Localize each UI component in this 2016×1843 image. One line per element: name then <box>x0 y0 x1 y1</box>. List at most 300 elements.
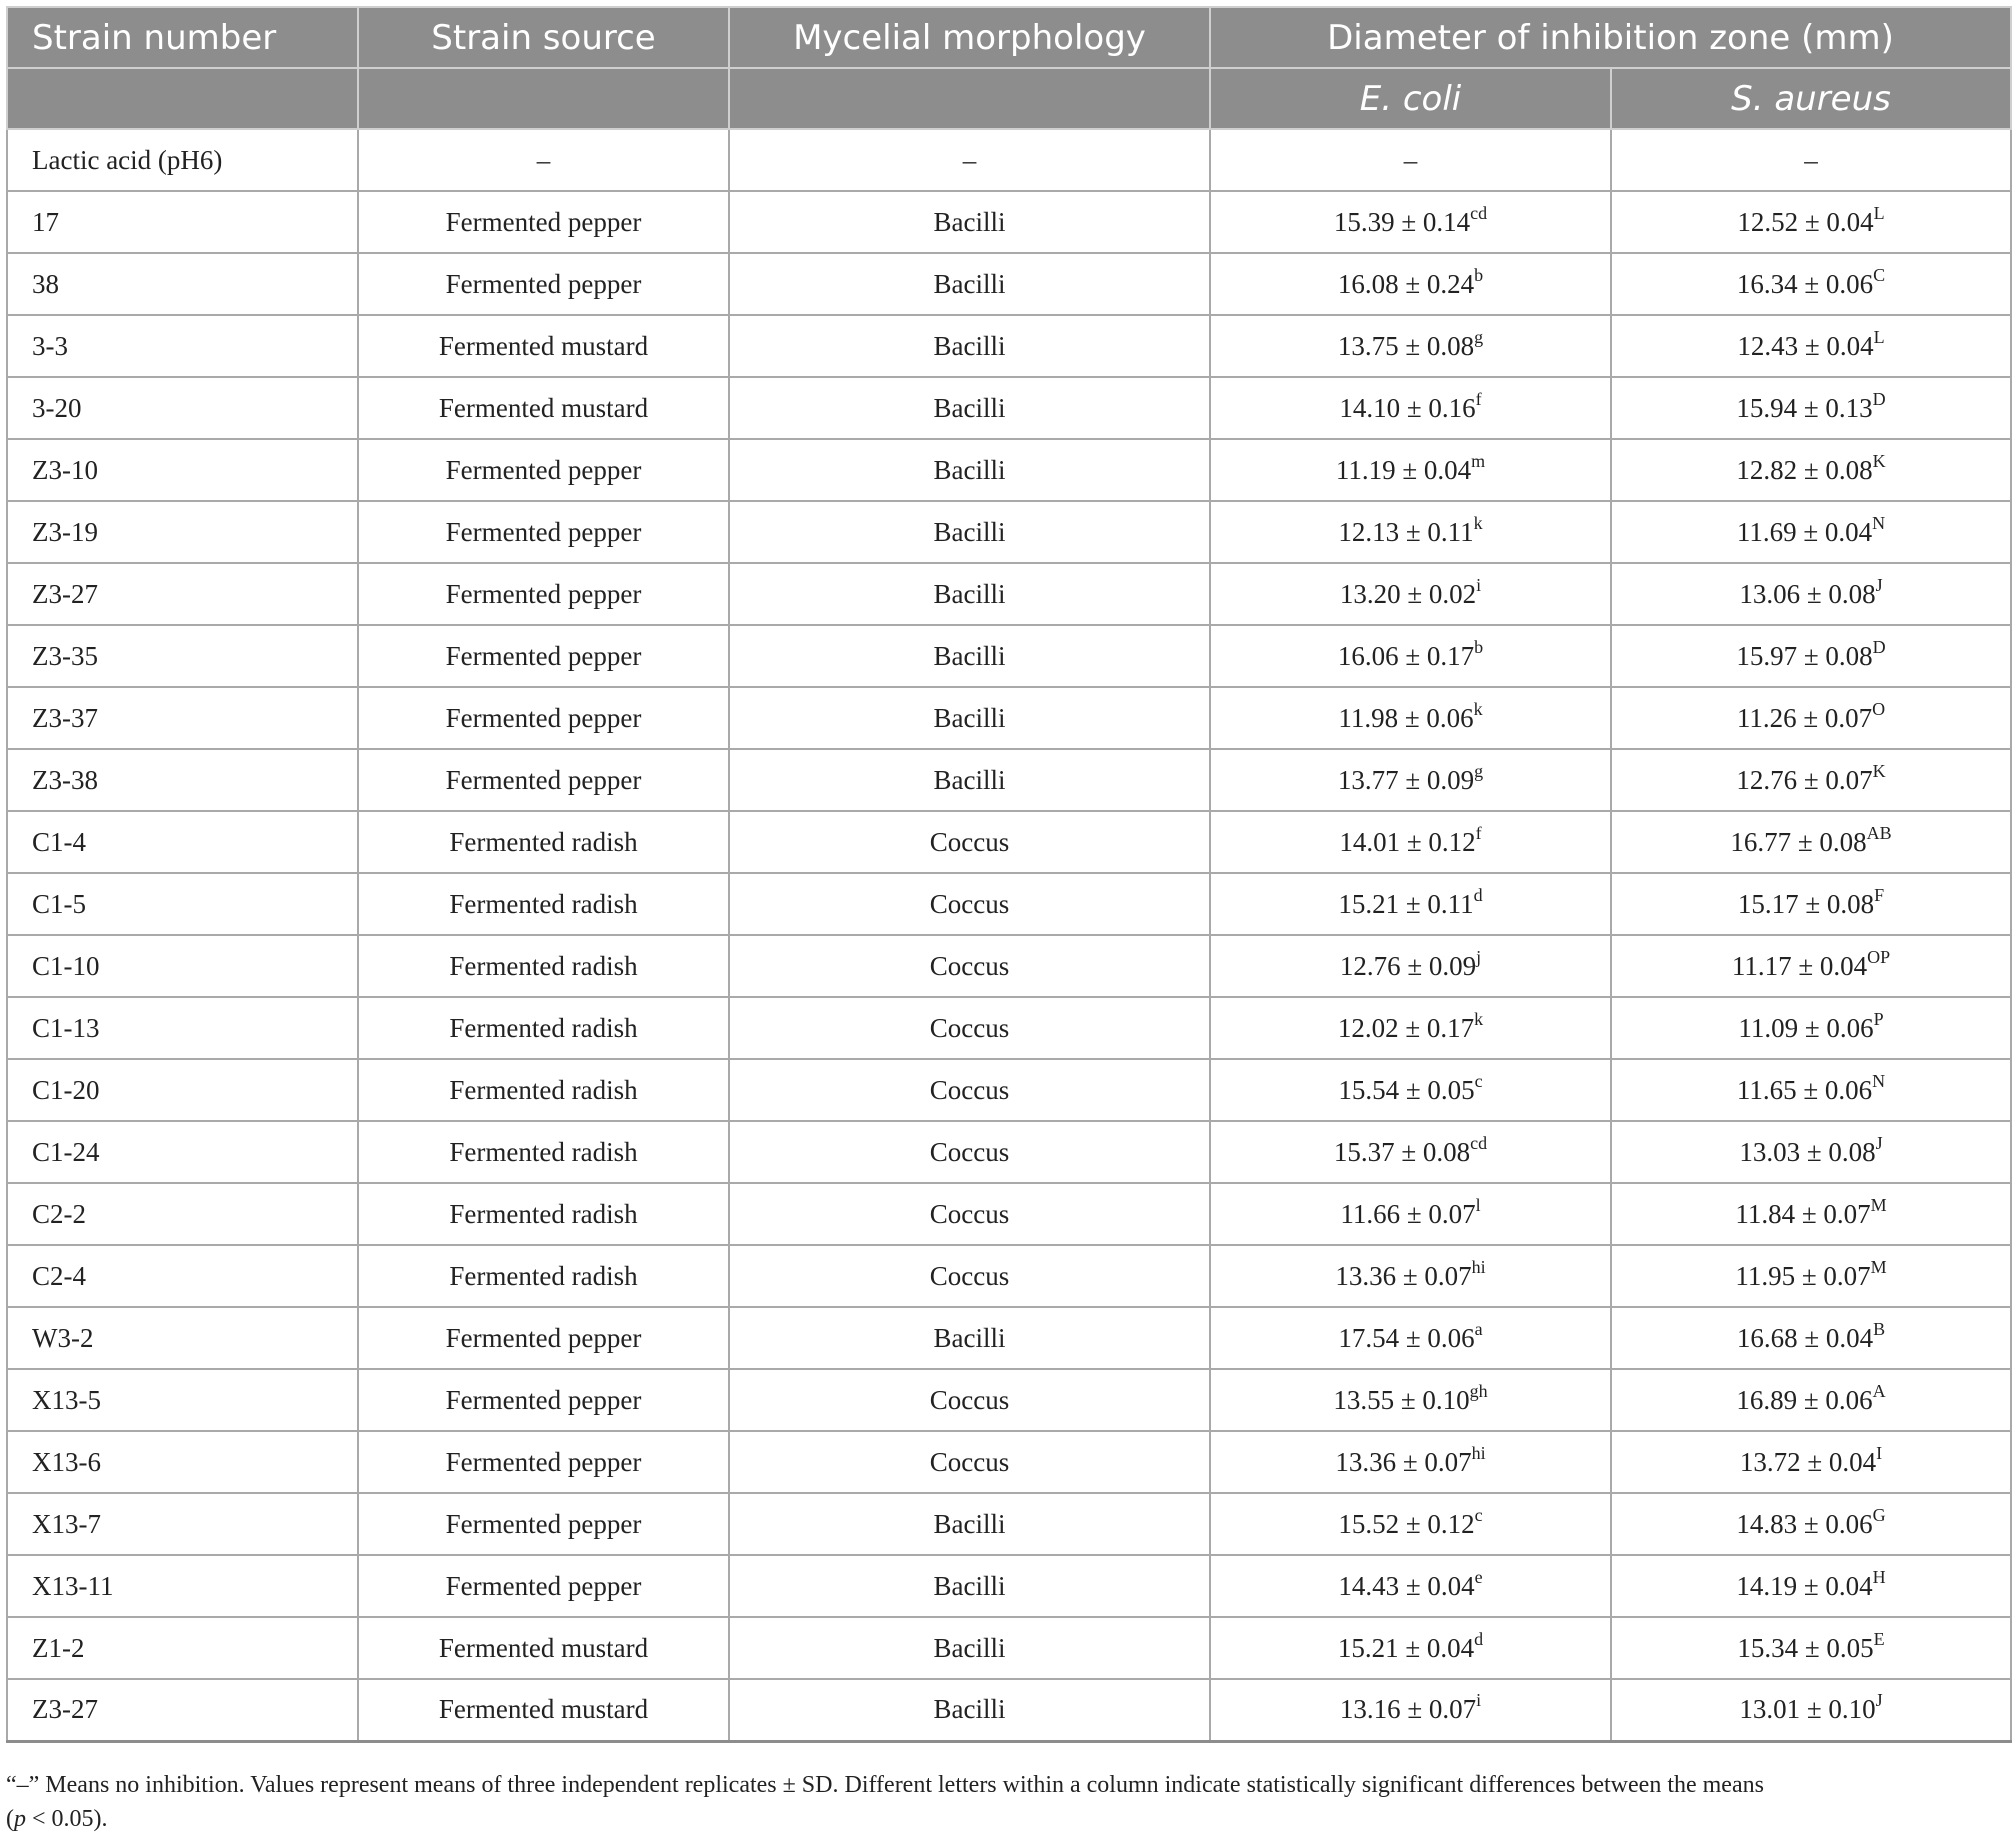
header-mycelial-morphology: Mycelial morphology <box>729 7 1210 68</box>
cell-e-coli-value: 14.43 ± 0.04 <box>1338 1570 1475 1601</box>
cell-e-coli <box>1210 1183 1611 1245</box>
cell-mycelial-morphology <box>729 191 1210 253</box>
significance-letter: A <box>1872 1380 1886 1401</box>
table-row <box>7 1369 2011 1431</box>
cell-strain-number-value: C1-5 <box>32 888 86 919</box>
table-row <box>7 935 2011 997</box>
cell-e-coli-value: 12.02 ± 0.17 <box>1337 1012 1475 1043</box>
cell-mycelial-morphology-value: Bacilli <box>933 1632 1006 1663</box>
cell-mycelial-morphology-value: Bacilli <box>933 640 1006 671</box>
cell-e-coli-value: 14.01 ± 0.12 <box>1339 826 1476 857</box>
cell-s-aureus-value: 13.72 ± 0.04 <box>1739 1446 1877 1477</box>
cell-strain-source <box>358 1245 729 1307</box>
cell-s-aureus-value: 12.76 ± 0.07 <box>1736 764 1873 795</box>
table-row <box>7 1679 2011 1741</box>
cell-strain-number-value: Z3-27 <box>32 578 98 609</box>
cell-mycelial-morphology <box>729 253 1210 315</box>
cell-e-coli <box>1210 1245 1611 1307</box>
footnote-paren: ( <box>6 1806 14 1832</box>
cell-strain-source <box>358 935 729 997</box>
table-row <box>7 439 2011 501</box>
significance-letter: E <box>1873 1628 1885 1649</box>
cell-mycelial-morphology-value: Bacilli <box>933 1322 1006 1353</box>
cell-e-coli-value: 13.77 ± 0.09 <box>1337 764 1475 795</box>
cell-strain-number-value: C1-24 <box>32 1136 100 1167</box>
cell-strain-source <box>358 377 729 439</box>
cell-strain-source-value: Fermented pepper <box>445 268 642 299</box>
cell-e-coli <box>1210 191 1611 253</box>
cell-strain-number <box>7 501 358 563</box>
cell-mycelial-morphology-value: Coccus <box>929 1136 1010 1167</box>
cell-mycelial-morphology <box>729 1059 1210 1121</box>
cell-mycelial-morphology-value: Bacilli <box>933 454 1006 485</box>
table-row <box>7 377 2011 439</box>
cell-s-aureus-value: 11.26 ± 0.07 <box>1736 702 1873 733</box>
footnote-p-symbol: p <box>14 1806 26 1832</box>
cell-strain-number-value: X13-11 <box>32 1570 114 1601</box>
cell-mycelial-morphology-value: Coccus <box>929 1260 1010 1291</box>
cell-strain-source-value: Fermented pepper <box>445 702 642 733</box>
cell-e-coli-value: 15.37 ± 0.08 <box>1333 1136 1471 1167</box>
cell-strain-number-value: Z3-10 <box>32 454 98 485</box>
cell-mycelial-morphology <box>729 1183 1210 1245</box>
significance-letter: L <box>1873 326 1885 347</box>
cell-e-coli <box>1210 1431 1611 1493</box>
cell-strain-number-value: Z3-19 <box>32 516 98 547</box>
cell-strain-number-value: C1-20 <box>32 1074 100 1105</box>
cell-e-coli-value: 16.08 ± 0.24 <box>1337 268 1475 299</box>
cell-mycelial-morphology-value: Coccus <box>929 888 1010 919</box>
cell-s-aureus <box>1611 1493 2011 1555</box>
cell-s-aureus <box>1611 1059 2011 1121</box>
header-row-2 <box>7 68 2011 129</box>
significance-letter: f <box>1475 822 1482 843</box>
cell-e-coli <box>1210 1369 1611 1431</box>
cell-strain-number <box>7 439 358 501</box>
cell-strain-number <box>7 873 358 935</box>
cell-s-aureus <box>1611 1245 2011 1307</box>
cell-s-aureus-value: 16.34 ± 0.06 <box>1736 268 1874 299</box>
cell-mycelial-morphology-value: Coccus <box>929 1446 1010 1477</box>
significance-letter: g <box>1474 326 1484 347</box>
cell-strain-source <box>358 1679 729 1741</box>
significance-letter: k <box>1473 698 1483 719</box>
cell-strain-number-value: C1-13 <box>32 1012 100 1043</box>
cell-strain-number <box>7 749 358 811</box>
cell-s-aureus <box>1611 563 2011 625</box>
cell-e-coli <box>1210 1307 1611 1369</box>
cell-strain-source <box>358 625 729 687</box>
cell-strain-number <box>7 1059 358 1121</box>
cell-strain-number <box>7 129 358 191</box>
cell-strain-number-value: C1-10 <box>32 950 100 981</box>
cell-strain-number-value: Z3-27 <box>32 1694 98 1725</box>
cell-strain-source <box>358 253 729 315</box>
cell-e-coli-value: 13.20 ± 0.02 <box>1339 578 1477 609</box>
cell-strain-source-value: Fermented pepper <box>445 516 642 547</box>
cell-s-aureus <box>1611 687 2011 749</box>
significance-letter: F <box>1874 884 1885 905</box>
cell-strain-source <box>358 1121 729 1183</box>
cell-strain-source <box>358 501 729 563</box>
cell-mycelial-morphology <box>729 1121 1210 1183</box>
cell-strain-number <box>7 1431 358 1493</box>
cell-e-coli-value: 13.16 ± 0.07 <box>1339 1694 1477 1725</box>
cell-strain-source <box>358 439 729 501</box>
cell-s-aureus-value: 13.06 ± 0.08 <box>1739 578 1876 609</box>
cell-e-coli <box>1210 749 1611 811</box>
table-header <box>7 7 2011 129</box>
cell-mycelial-morphology <box>729 377 1210 439</box>
cell-strain-source <box>358 1493 729 1555</box>
significance-letter: gh <box>1469 1380 1488 1401</box>
significance-letter: D <box>1872 636 1886 657</box>
significance-letter: I <box>1876 1442 1883 1463</box>
cell-mycelial-morphology-value: Bacilli <box>933 578 1006 609</box>
cell-strain-source <box>358 1431 729 1493</box>
cell-mycelial-morphology <box>729 1679 1210 1741</box>
cell-strain-source-value: Fermented pepper <box>445 1570 642 1601</box>
inhibition-zone-table <box>6 6 2012 1743</box>
significance-letter: G <box>1872 1504 1886 1525</box>
cell-e-coli <box>1210 315 1611 377</box>
cell-s-aureus-value: 11.65 ± 0.06 <box>1736 1074 1873 1105</box>
cell-s-aureus <box>1611 377 2011 439</box>
cell-strain-source-value: Fermented mustard <box>438 330 649 361</box>
cell-e-coli <box>1210 625 1611 687</box>
significance-letter: O <box>1872 698 1886 719</box>
cell-s-aureus <box>1611 1679 2011 1741</box>
cell-strain-number <box>7 1679 358 1741</box>
cell-mycelial-morphology-value: Bacilli <box>933 392 1006 423</box>
cell-strain-number-value: C2-2 <box>32 1198 86 1229</box>
cell-e-coli <box>1210 811 1611 873</box>
footnote-line-2 <box>6 1802 2010 1836</box>
cell-s-aureus-value: 13.01 ± 0.10 <box>1739 1694 1876 1725</box>
significance-letter: j <box>1476 946 1482 967</box>
cell-strain-number-value: Z3-35 <box>32 640 98 671</box>
cell-strain-number <box>7 997 358 1059</box>
significance-letter: a <box>1474 1318 1483 1339</box>
cell-e-coli-value: 13.75 ± 0.08 <box>1337 330 1475 361</box>
significance-letter: P <box>1873 1008 1884 1029</box>
table-footnote <box>6 1768 2010 1836</box>
cell-e-coli-value: 15.21 ± 0.11 <box>1338 888 1474 919</box>
cell-e-coli-value: 17.54 ± 0.06 <box>1338 1322 1475 1353</box>
significance-letter: c <box>1474 1504 1483 1525</box>
cell-strain-number <box>7 191 358 253</box>
cell-e-coli <box>1210 1555 1611 1617</box>
cell-mycelial-morphology-value: Coccus <box>929 1012 1010 1043</box>
cell-s-aureus-value: 11.95 ± 0.07 <box>1735 1260 1871 1291</box>
cell-e-coli <box>1210 935 1611 997</box>
table-row <box>7 1307 2011 1369</box>
cell-s-aureus <box>1611 129 2011 191</box>
cell-e-coli-value: 11.19 ± 0.04 <box>1335 454 1472 485</box>
table-row <box>7 811 2011 873</box>
cell-strain-number-value: C1-4 <box>32 826 86 857</box>
table-row <box>7 1617 2011 1679</box>
cell-s-aureus <box>1611 1183 2011 1245</box>
cell-e-coli-value: 11.66 ± 0.07 <box>1340 1198 1476 1229</box>
cell-e-coli <box>1210 1617 1611 1679</box>
table-row <box>7 563 2011 625</box>
table-row <box>7 625 2011 687</box>
table-row <box>7 1493 2011 1555</box>
cell-strain-source-value: Fermented mustard <box>438 1632 649 1663</box>
significance-letter: cd <box>1470 202 1488 223</box>
cell-mycelial-morphology-value: Bacilli <box>933 330 1006 361</box>
header-strain-source: Strain source <box>358 7 729 68</box>
header-inhibition-zone: Diameter of inhibition zone (mm) <box>1210 7 2011 68</box>
cell-s-aureus-value: 13.03 ± 0.08 <box>1739 1136 1876 1167</box>
cell-strain-number <box>7 687 358 749</box>
significance-letter: m <box>1471 450 1486 471</box>
cell-strain-source-value: Fermented radish <box>449 888 638 919</box>
cell-strain-source <box>358 563 729 625</box>
cell-strain-source-value: Fermented pepper <box>445 1322 642 1353</box>
cell-strain-number-value: 3-20 <box>32 392 82 423</box>
table-row <box>7 1245 2011 1307</box>
cell-strain-number <box>7 1555 358 1617</box>
cell-strain-source-value: Fermented radish <box>449 1260 638 1291</box>
header-empty-1 <box>7 68 358 129</box>
cell-strain-number <box>7 1183 358 1245</box>
cell-strain-number <box>7 563 358 625</box>
table-row <box>7 191 2011 253</box>
cell-e-coli <box>1210 563 1611 625</box>
cell-strain-source <box>358 1555 729 1617</box>
cell-s-aureus-value: 11.84 ± 0.07 <box>1735 1198 1871 1229</box>
cell-mycelial-morphology-value: Bacilli <box>933 1508 1006 1539</box>
table-row <box>7 997 2011 1059</box>
cell-strain-source-value: – <box>536 144 551 175</box>
significance-letter: N <box>1872 1070 1886 1091</box>
cell-s-aureus <box>1611 1555 2011 1617</box>
cell-strain-number-value: X13-7 <box>32 1508 101 1539</box>
cell-s-aureus <box>1611 1369 2011 1431</box>
cell-e-coli-value: 16.06 ± 0.17 <box>1337 640 1475 671</box>
cell-s-aureus <box>1611 1431 2011 1493</box>
cell-mycelial-morphology-value: Coccus <box>929 1198 1010 1229</box>
cell-e-coli <box>1210 1493 1611 1555</box>
cell-strain-source-value: Fermented pepper <box>445 454 642 485</box>
significance-letter: g <box>1474 760 1484 781</box>
cell-s-aureus <box>1611 997 2011 1059</box>
significance-letter: L <box>1873 202 1885 223</box>
table-row <box>7 749 2011 811</box>
cell-s-aureus-value: 14.83 ± 0.06 <box>1736 1508 1873 1539</box>
cell-s-aureus-value: 11.17 ± 0.04 <box>1731 950 1868 981</box>
cell-s-aureus <box>1611 191 2011 253</box>
cell-e-coli-value: – <box>1403 144 1418 175</box>
cell-mycelial-morphology <box>729 1245 1210 1307</box>
cell-strain-source-value: Fermented pepper <box>445 1384 642 1415</box>
cell-s-aureus-value: 12.82 ± 0.08 <box>1736 454 1873 485</box>
cell-mycelial-morphology-value: Coccus <box>929 950 1010 981</box>
cell-e-coli-value: 15.39 ± 0.14 <box>1333 206 1471 237</box>
cell-strain-number-value: 17 <box>32 206 59 237</box>
cell-strain-number-value: X13-6 <box>32 1446 101 1477</box>
table-row <box>7 253 2011 315</box>
significance-letter: d <box>1474 1628 1484 1649</box>
cell-s-aureus <box>1611 873 2011 935</box>
cell-strain-source-value: Fermented pepper <box>445 206 642 237</box>
cell-strain-source <box>358 749 729 811</box>
significance-letter: J <box>1875 1132 1883 1153</box>
cell-mycelial-morphology <box>729 625 1210 687</box>
cell-s-aureus <box>1611 1307 2011 1369</box>
significance-letter: f <box>1475 388 1482 409</box>
cell-strain-number-value: Lactic acid (pH6) <box>32 144 223 175</box>
cell-s-aureus-value: 12.52 ± 0.04 <box>1737 206 1874 237</box>
results-table-container <box>6 6 2010 1743</box>
significance-letter: k <box>1473 512 1483 533</box>
cell-s-aureus-value: – <box>1804 144 1818 175</box>
cell-strain-number-value: 3-3 <box>32 330 68 361</box>
cell-strain-source-value: Fermented radish <box>449 1198 638 1229</box>
significance-letter: H <box>1872 1566 1886 1587</box>
table-row <box>7 1183 2011 1245</box>
cell-strain-source-value: Fermented mustard <box>438 1694 649 1725</box>
cell-strain-source-value: Fermented pepper <box>445 578 642 609</box>
significance-letter: J <box>1875 1690 1883 1711</box>
header-s-aureus: S. aureus <box>1611 68 2011 129</box>
significance-letter: J <box>1875 574 1883 595</box>
cell-strain-source <box>358 873 729 935</box>
header-row-1 <box>7 7 2011 68</box>
significance-letter: hi <box>1471 1442 1486 1463</box>
significance-letter: AB <box>1866 822 1892 843</box>
cell-mycelial-morphology <box>729 1307 1210 1369</box>
cell-strain-source <box>358 1307 729 1369</box>
cell-strain-number <box>7 1493 358 1555</box>
cell-strain-number <box>7 1617 358 1679</box>
cell-s-aureus <box>1611 1617 2011 1679</box>
cell-s-aureus-value: 14.19 ± 0.04 <box>1736 1570 1873 1601</box>
header-strain-number: Strain number <box>7 7 358 68</box>
cell-e-coli <box>1210 129 1611 191</box>
cell-s-aureus-value: 11.09 ± 0.06 <box>1738 1012 1874 1043</box>
cell-strain-number <box>7 811 358 873</box>
significance-letter: M <box>1870 1194 1887 1215</box>
significance-letter: M <box>1870 1256 1887 1277</box>
cell-strain-number <box>7 315 358 377</box>
cell-e-coli-value: 15.54 ± 0.05 <box>1338 1074 1475 1105</box>
table-body <box>7 129 2011 1741</box>
cell-e-coli <box>1210 253 1611 315</box>
significance-letter: d <box>1473 884 1483 905</box>
cell-mycelial-morphology-value: Bacilli <box>933 516 1006 547</box>
table-row <box>7 315 2011 377</box>
cell-e-coli <box>1210 687 1611 749</box>
cell-s-aureus <box>1611 315 2011 377</box>
cell-strain-source-value: Fermented pepper <box>445 640 642 671</box>
significance-letter: B <box>1873 1318 1886 1339</box>
cell-s-aureus <box>1611 811 2011 873</box>
significance-letter: b <box>1474 264 1484 285</box>
cell-mycelial-morphology <box>729 811 1210 873</box>
significance-letter: hi <box>1471 1256 1486 1277</box>
cell-mycelial-morphology-value: Bacilli <box>933 1694 1006 1725</box>
header-empty-3 <box>729 68 1210 129</box>
cell-s-aureus-value: 15.97 ± 0.08 <box>1736 640 1873 671</box>
significance-letter: i <box>1476 574 1482 595</box>
table-row <box>7 501 2011 563</box>
cell-mycelial-morphology <box>729 1369 1210 1431</box>
cell-s-aureus <box>1611 253 2011 315</box>
cell-strain-source-value: Fermented radish <box>449 1012 638 1043</box>
header-empty-2 <box>358 68 729 129</box>
cell-strain-number <box>7 1307 358 1369</box>
cell-s-aureus-value: 15.94 ± 0.13 <box>1736 392 1873 423</box>
table-row <box>7 873 2011 935</box>
cell-mycelial-morphology-value: Bacilli <box>933 206 1006 237</box>
cell-strain-number-value: Z1-2 <box>32 1632 85 1663</box>
cell-strain-source-value: Fermented pepper <box>445 1446 642 1477</box>
significance-letter: K <box>1872 450 1886 471</box>
cell-e-coli <box>1210 377 1611 439</box>
cell-mycelial-morphology-value: Coccus <box>929 826 1010 857</box>
cell-strain-source-value: Fermented pepper <box>445 764 642 795</box>
cell-strain-number-value: X13-5 <box>32 1384 101 1415</box>
header-e-coli: E. coli <box>1210 68 1611 129</box>
cell-e-coli <box>1210 873 1611 935</box>
significance-letter: N <box>1872 512 1886 533</box>
cell-e-coli <box>1210 1121 1611 1183</box>
significance-letter: l <box>1475 1194 1481 1215</box>
cell-e-coli <box>1210 1679 1611 1741</box>
cell-strain-number <box>7 625 358 687</box>
cell-strain-number <box>7 253 358 315</box>
cell-strain-number <box>7 1121 358 1183</box>
table-row <box>7 1059 2011 1121</box>
cell-strain-number <box>7 1369 358 1431</box>
cell-s-aureus-value: 12.43 ± 0.04 <box>1737 330 1874 361</box>
cell-strain-source-value: Fermented mustard <box>438 392 649 423</box>
cell-mycelial-morphology <box>729 501 1210 563</box>
cell-mycelial-morphology <box>729 997 1210 1059</box>
cell-mycelial-morphology <box>729 1431 1210 1493</box>
cell-mycelial-morphology <box>729 315 1210 377</box>
cell-s-aureus <box>1611 1121 2011 1183</box>
cell-strain-number <box>7 935 358 997</box>
cell-s-aureus-value: 15.17 ± 0.08 <box>1737 888 1875 919</box>
significance-letter: e <box>1474 1566 1483 1587</box>
cell-strain-source <box>358 811 729 873</box>
significance-letter: cd <box>1470 1132 1488 1153</box>
cell-s-aureus <box>1611 749 2011 811</box>
cell-mycelial-morphology <box>729 935 1210 997</box>
cell-mycelial-morphology-value: Bacilli <box>933 268 1006 299</box>
cell-s-aureus-value: 16.89 ± 0.06 <box>1736 1384 1873 1415</box>
cell-mycelial-morphology <box>729 687 1210 749</box>
table-row <box>7 1121 2011 1183</box>
significance-letter: OP <box>1867 946 1891 967</box>
cell-strain-source-value: Fermented radish <box>449 1074 638 1105</box>
cell-mycelial-morphology <box>729 439 1210 501</box>
cell-mycelial-morphology <box>729 873 1210 935</box>
cell-strain-source-value: Fermented radish <box>449 826 638 857</box>
significance-letter: c <box>1474 1070 1483 1091</box>
significance-letter: C <box>1873 264 1886 285</box>
cell-e-coli <box>1210 439 1611 501</box>
cell-strain-source <box>358 191 729 253</box>
cell-mycelial-morphology-value: Bacilli <box>933 1570 1006 1601</box>
cell-s-aureus <box>1611 501 2011 563</box>
cell-strain-source-value: Fermented pepper <box>445 1508 642 1539</box>
cell-mycelial-morphology-value: Coccus <box>929 1074 1010 1105</box>
